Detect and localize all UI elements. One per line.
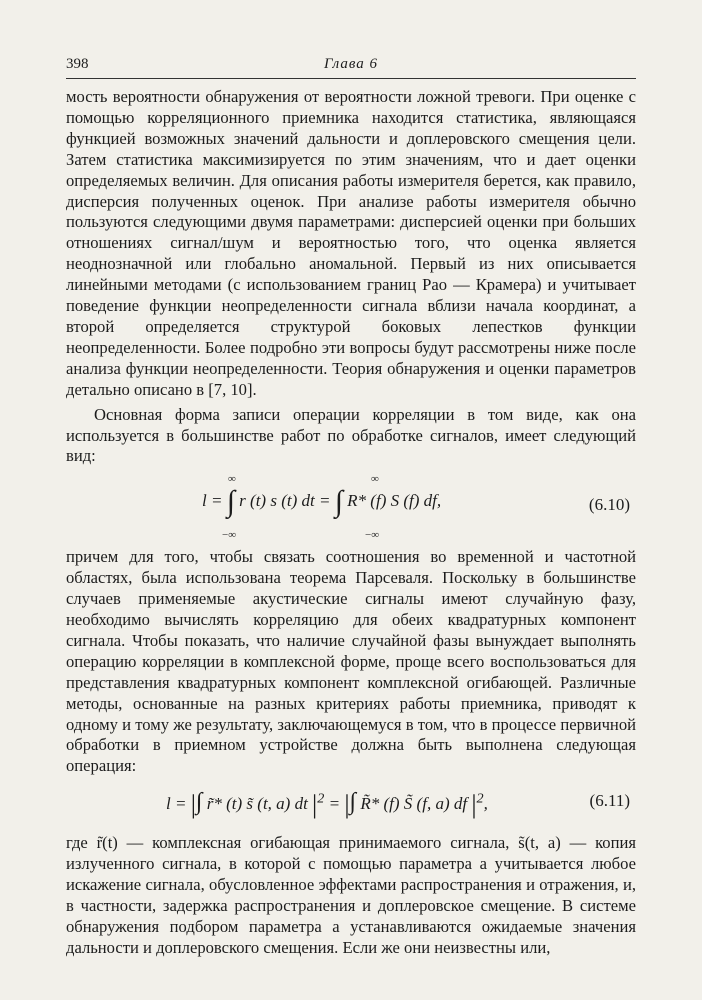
paragraph-4: где r̃(t) — комплексная огибающая принимаемого сигнала, s̃(t, a) — копия излученного сигнала, в которой с помощью параметра a учитывается любое искажение сигнала, обусловленное эффектами распространения и отражения, и, в частности, задержка распространения и доплеровское смещение. В системе обнаружения подбором параметра a устанавливаются ожидаемые значения дальности и доплеровского смещения. Если же они неизвестны или, [66,833,636,957]
eq1-integrand-time: r (t) s (t) dt = [239,491,331,511]
eq1-integrand-freq: R* (f) S (f) df, [347,491,442,511]
eq2-exponent-1: 2 [317,790,325,807]
eq2-lhs: l = [166,794,187,814]
eq2-term-freq: R̃* (f) S̃ (f, a) df [360,794,468,814]
eq2-tag: (6.11) [589,791,630,811]
abs-bar: | [190,790,196,820]
eq1-upper-limit-2: ∞ [371,473,379,486]
chapter-title: Глава 6 [323,56,379,72]
page [66,56,636,959]
integral-sign-4: ∫ [349,789,357,816]
eq1-lower-limit-1: −∞ [222,529,237,542]
eq1-lhs: l = [202,491,223,511]
eq1-upper-limit-1: ∞ [228,473,236,486]
eq2-exponent-2: 2 [476,790,484,807]
integral-sign-1: ∫ [226,485,235,519]
eq1-lower-limit-2: −∞ [365,529,380,542]
abs-bar: | [312,790,318,820]
eq1-tag: (6.10) [588,495,630,515]
page-number: 398 [66,56,89,72]
abs-bar: | [344,790,350,820]
eq2-term-time: r̃* (t) s̃ (t, a) dt [206,794,308,814]
equation-6-11: l = |∫ r̃* (t) s̃ (t, a) dt $|^2$ = |∫ R̃* (f) S̃ (f, a) df $|^2$, (6.11) [166,789,630,820]
paragraph-1: мость вероятности обнаружения от вероятности ложной тревоги. При оценке с помощью корреляционного приемника находится статистика, являющаяся функцией возможных значений дальности и доплеровского смещения цели. Затем статистика максимизируется по этим значениям, что и дает оценки определяемых величин. Для описания работы измерителя берется, как правило, дисперсия полученных оценок. При анализе работы измерителя обычно пользуются следующими двумя параметрами: дисперсией оценки при больших отношениях сигнал/шум и вероятностью того, что оценка является неоднозначной или глобально аномальной. Первый из них описывается линейными методами (с использованием границ Рао — Крамера) и учитывает поведение функции неопределенности сигнала вблизи начала координат, а второй определяется структурой боковых лепестков функции неопределенности. Более подробно эти вопросы будут рассмотрены ниже после анализа функции неопределенности. Теория обнаружения и оценки параметров детально описано в [7, 10]. [66,87,636,399]
page-header [66,56,636,78]
paragraph-2: Основная форма записи операции корреляции в том виде, как она используется в большинстве работ по обработке сигналов, имеет следующий вид: [66,404,636,466]
paragraph-3: причем для того, чтобы связать соотношения во временной и частотной областях, была использована теорема Парсеваля. Поскольку в большинстве случаев применяемые акустические сигналы имеют случайную фазу, необходимо вычислять корреляцию для обеих квадратурных компонент сигнала. Чтобы показать, что наличие случайной фазы вынуждает выполнять операцию корреляции в комплексной форме, проще всего воспользоваться для представления квадратурных компонент комплексной огибающей. Различные методы, основанные на разных критериях работы приемника, приводят к одному и тому же результату, заключающемуся в том, что в процессе первичной обработки в приемном устройстве должна быть выполнена следующая операция: [66,547,636,776]
integral-sign-2: ∫ [334,485,343,519]
equals-sign: = [328,794,341,814]
equation-6-10 [66,473,636,543]
abs-bar: | [471,790,477,820]
header-rule [66,78,636,79]
integral-sign-3: ∫ [195,789,203,816]
